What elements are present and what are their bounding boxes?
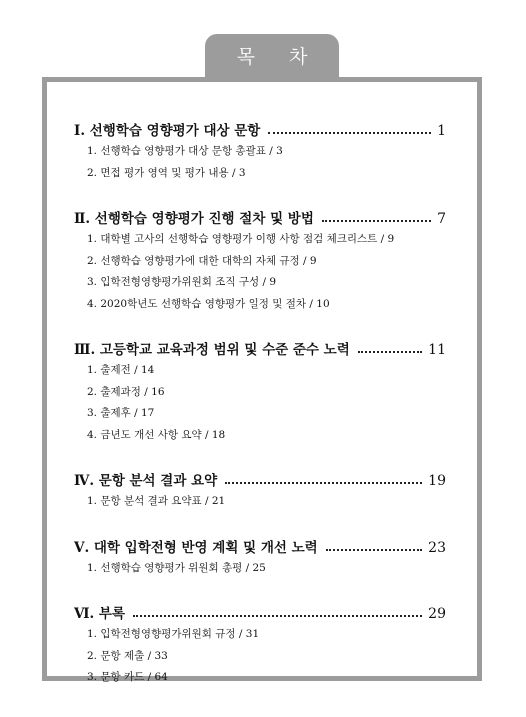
section-heading[interactable] <box>74 469 446 491</box>
section-page-number: 7 <box>437 211 446 227</box>
section-title: Ⅳ. 문항 분석 결과 요약 <box>74 473 218 489</box>
toc-item[interactable]: 1. 출제전 / 14 <box>87 364 155 376</box>
toc-item[interactable]: 1. 대학별 고사의 선행학습 영향평가 이행 사항 점검 체크리스트 / 9 <box>87 233 395 245</box>
toc-item[interactable]: 2. 면접 평가 영역 및 평가 내용 / 3 <box>87 166 246 179</box>
section-title: Ⅵ. 부록 <box>74 606 126 622</box>
section-page-number: 11 <box>428 342 446 358</box>
section-heading[interactable] <box>74 119 446 141</box>
section-title: Ⅱ. 선행학습 영향평가 진행 절차 및 방법 <box>74 211 314 227</box>
section-heading[interactable] <box>74 338 446 360</box>
section-heading[interactable] <box>74 602 446 624</box>
dot-leader <box>322 220 431 222</box>
section-title: Ⅰ. 선행학습 영향평가 대상 문항 <box>74 123 261 139</box>
section-title: Ⅲ. 고등학교 교육과정 범위 및 수준 준수 노력 <box>74 342 350 358</box>
dot-leader <box>133 615 422 617</box>
toc-item[interactable]: 1. 선행학습 영향평가 대상 문항 총괄표 / 3 <box>87 145 283 157</box>
toc-item[interactable]: 1. 입학전형영향평가위원회 규정 / 31 <box>87 628 260 640</box>
section-title: Ⅴ. 대학 입학전형 반영 계획 및 개선 노력 <box>74 539 318 556</box>
section-heading[interactable] <box>74 536 446 558</box>
section-page-number: 19 <box>428 473 446 489</box>
toc-panel <box>47 82 477 683</box>
toc-item[interactable]: 4. 금년도 개선 사항 요약 / 18 <box>87 428 226 441</box>
dot-leader <box>358 351 422 353</box>
toc-section-6 <box>74 602 446 689</box>
section-page-number: 29 <box>428 606 446 622</box>
toc-item[interactable]: 2. 선행학습 영향평가에 대한 대학의 자체 규정 / 9 <box>87 254 317 267</box>
toc-section-3 <box>74 338 446 446</box>
toc-item[interactable]: 2. 출제과정 / 16 <box>87 385 165 398</box>
toc-item[interactable]: 3. 입학전형영향평가위원회 조직 구성 / 9 <box>87 276 277 288</box>
dot-leader <box>225 482 422 484</box>
toc-section-1 <box>74 119 446 184</box>
toc-item[interactable]: 1. 문항 분석 결과 요약표 / 21 <box>87 495 226 507</box>
toc-item[interactable]: 3. 문항 카드 / 64 <box>87 671 168 683</box>
section-heading[interactable] <box>74 207 446 229</box>
toc-item[interactable]: 3. 출제후 / 17 <box>87 407 155 419</box>
toc-item[interactable]: 1. 선행학습 영향평가 위원회 총평 / 25 <box>87 561 266 574</box>
toc-frame <box>42 77 482 681</box>
toc-item[interactable]: 2. 문항 제출 / 33 <box>87 649 168 662</box>
toc-section-4 <box>74 469 446 513</box>
section-page-number: 1 <box>437 123 446 139</box>
section-page-number: 23 <box>428 539 446 556</box>
dot-leader <box>326 549 422 551</box>
toc-section-2 <box>74 207 446 315</box>
toc-title: 목 차 <box>205 34 339 80</box>
toc-item[interactable]: 4. 2020학년도 선행학습 영향평가 일정 및 절차 / 10 <box>87 297 330 310</box>
table-of-contents <box>74 119 446 689</box>
toc-section-5 <box>74 536 446 580</box>
dot-leader <box>268 132 431 134</box>
